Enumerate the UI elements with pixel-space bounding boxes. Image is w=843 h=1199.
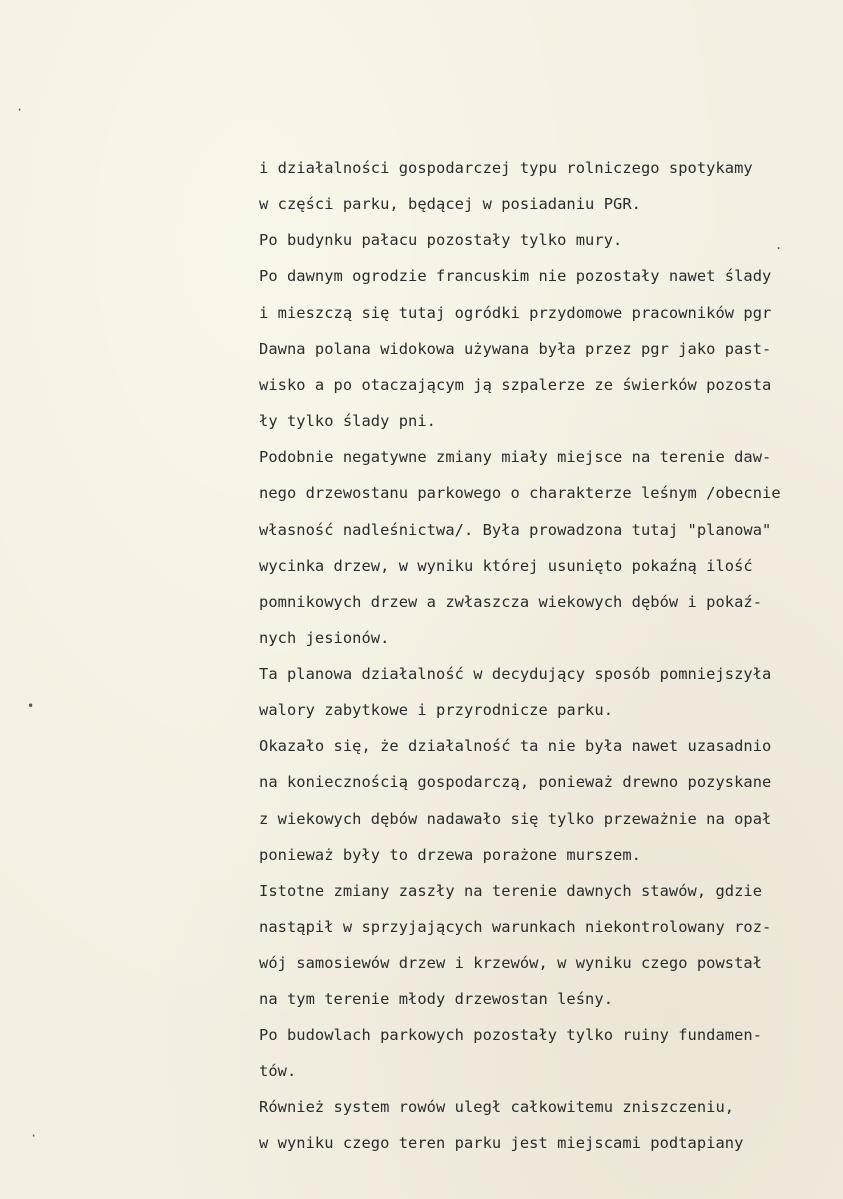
text-line: nych jesionów. [259,629,390,647]
text-line: Również system rowów uległ całkowitemu zniszczeniu, [259,1098,735,1116]
margin-mark: · [16,103,24,117]
text-line: tów. [259,1062,297,1080]
text-line: i mieszczą się tutaj ogródki przydomowe pracowników pgr [259,304,772,322]
text-line: w wyniku czego teren parku jest miejscami podtapiany [259,1134,744,1152]
text-line: pomnikowych drzew a zwłaszcza wiekowych dębów i pokaź- [259,593,763,611]
text-line: Dawna polana widokowa używana była przez pgr jako past- [259,340,772,358]
text-line: ponieważ były to drzewa porażone murszem. [259,846,641,864]
margin-mark: • [27,699,35,713]
text-line: walory zabytkowe i przyrodnicze parku. [259,701,614,719]
text-line: Ta planowa działalność w decydujący sposób pomniejszyła [259,665,772,683]
text-line: i działalności gospodarczej typu rolniczego spotykamy [259,159,753,177]
text-line: Po budowlach parkowych pozostały tylko ruiny fundamen- [259,1026,763,1044]
text-line: z wiekowych dębów nadawało się tylko przeważnie na opał [259,810,772,828]
text-line: na koniecznością gospodarczą, ponieważ drewno pozyskane [259,773,772,791]
text-line: wój samosiewów drzew i krzewów, w wyniku czego powstał [259,954,763,972]
text-line: w części parku, będącej w posiadaniu PGR. [259,195,641,213]
text-line: Istotne zmiany zaszły na terenie dawnych stawów, gdzie [259,882,763,900]
margin-mark: . [775,238,783,252]
text-line: nastąpił w sprzyjających warunkach niekontrolowany roz- [259,918,772,936]
text-line: Okazało się, że działalność ta nie była nawet uzasadnio [259,737,772,755]
text-line: wycinka drzew, w wyniku której usunięto pokaźną ilość [259,557,753,575]
text-line: własność nadleśnictwa/. Była prowadzona tutaj "planowa" [259,521,772,539]
text-line: Podobnie negatywne zmiany miały miejsce na terenie daw- [259,448,772,466]
text-line: wisko a po otaczającym ją szpalerze ze świerków pozosta [259,376,772,394]
text-line: Po dawnym ogrodzie francuskim nie pozostały nawet ślady [259,267,772,285]
text-line: Po budynku pałacu pozostały tylko mury. [259,231,623,249]
text-line: nego drzewostanu parkowego o charakterze leśnym /obecnie [259,484,781,502]
margin-mark: · [30,1129,38,1143]
text-line: na tym terenie młody drzewostan leśny. [259,990,614,1008]
text-line: ły tylko ślady pni. [259,412,437,430]
